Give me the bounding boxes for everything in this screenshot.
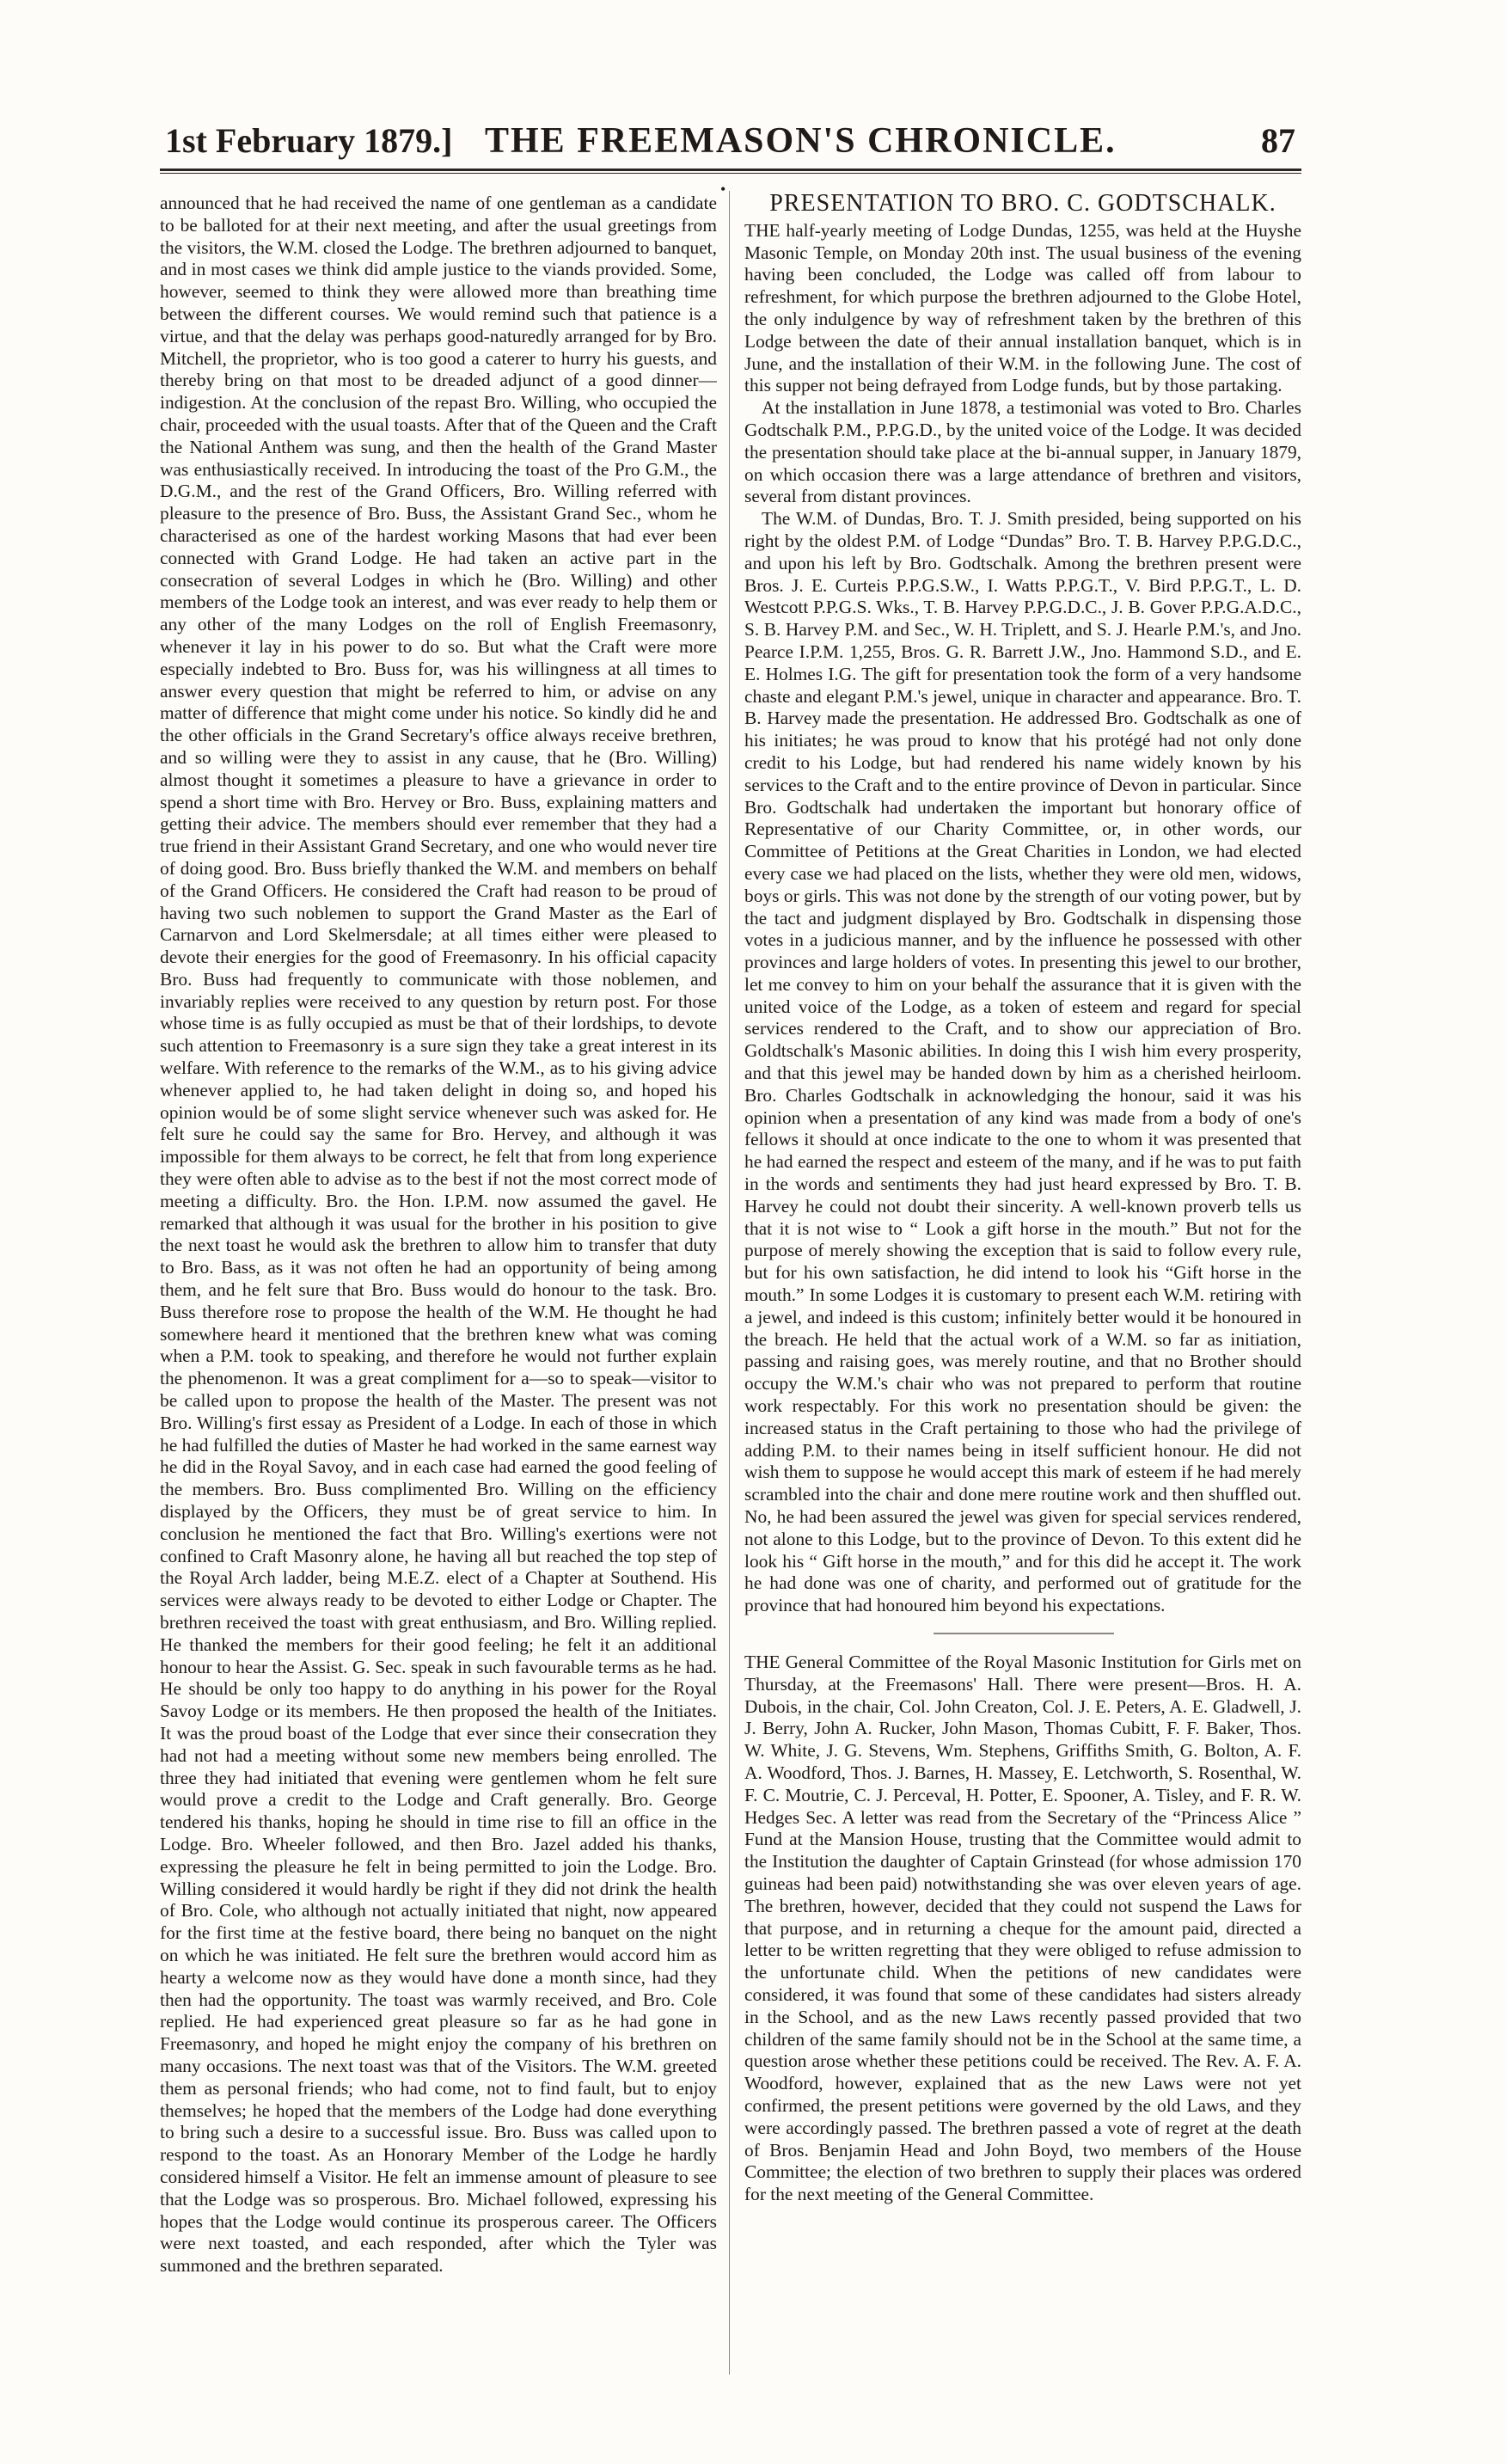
column-divider xyxy=(729,191,730,2375)
page-number: 87 xyxy=(1261,121,1295,160)
article-headline: PRESENTATION TO BRO. C. GODTSCHALK. xyxy=(769,193,1276,217)
issue-date: 1st February 1879.] xyxy=(165,121,453,160)
right-column xyxy=(744,193,1301,2394)
column-marker: • xyxy=(720,181,726,198)
header-rule xyxy=(160,169,1301,171)
article-paragraph: THE General Committee of the Royal Masonic Institution for Girls met on Thursday, at the Freemasons' Hall. There were present—Bros. H. A. Dubois, in the chair, Col. John Creaton, Col. J. E. Peters, A. E. Gladwell, J. J. Berry, John A. Rucker, John Mason, Thomas Cubitt, F. F. Baker, Thos. W. White, J. G. Stevens, Wm. Stephens, Griffiths Smith, G. Bolton, A. F. A. Woodford, Thos. J. Barnes, H. Massey, E. Letchworth, S. Rosenthal, W. F. C. Moutrie, C. J. Perceval, H. Potter, E. Spooner, A. Tisley, and F. R. W. Hedges Sec. A letter was read from the Secretary of the “Princess Alice ” Fund at the Mansion House, trusting that the Committee would admit to the Institution the daughter of Captain Grinstead (for whose admission 170 guineas had been paid) notwithstanding she was over eleven years of age. The brethren, however, decided that they could not suspend the Laws for that purpose, and in returning a cheque for the amount paid, directed a letter to be written regretting that they were obliged to refuse admission to the unfortunate child. When the petitions of new candidates were considered, it was found that some of these candidates had sisters already in the School, and as the new Laws recently passed provided that two children of the same family should not be in the School at the same time, a question arose whether these petitions could be received. The Rev. A. F. A. Woodford, however, explained that as the new Laws were not yet confirmed, the present petitions were governed by the old Laws, and they were accordingly passed. The brethren passed a vote of regret at the death of Bros. Benjamin Head and John Boyd, two members of the House Committee; the election of two brethren to supply their places was ordered for the next meeting of the General Committee. xyxy=(744,1652,1301,2205)
article-paragraph: announced that he had received the name of one gentleman as a candidate to be balloted for at their next meeting, and after the usual greetings from the visitors, the W.M. closed the Lodge. The brethren adjourned to banquet, and in most cases we think did ample justice to the viands provided. Some, however, seemed to think they were allowed more than breathing time between the different courses. We would remind such that patience is a virtue, and that the delay was perhaps good-naturedly arranged for by Bro. Mitchell, the proprietor, who is too good a caterer to hurry his guests, and thereby bring on that most to be dreaded adjunct of a good dinner—indigestion. At the conclusion of the repast Bro. Willing, who occupied the chair, proceeded with the usual toasts. After that of the Queen and the Craft the National Anthem was sung, and then the health of the Grand Master was enthusiastically received. In introducing the toast of the Pro G.M., the D.G.M., and the rest of the Grand Officers, Bro. Willing referred with pleasure to the presence of Bro. Buss, the Assistant Grand Sec., whom he characterised as one of the hardest working Masons that had ever been connected with Grand Lodge. He had taken an active part in the consecration of several Lodges in which he (Bro. Willing) and other members of the Lodge took an interest, and was ever ready to help them or any other of the many Lodges on the roll of English Freemasonry, whenever it lay in his power to do so. But what the Craft were more especially indebted to Bro. Buss for, was his willingness at all times to answer every question that might be referred to him, or advise on any matter of difference that might come under his notice. So kindly did he and the other officials in the Grand Secretary's office always receive brethren, and so willing were they to assist in any cause, that he (Bro. Willing) almost thought it sometimes a pleasure to have a grievance in order to spend a short time with Bro. Hervey or Bro. Buss, explaining matters and getting their advice. The members should ever remember that they had a true friend in their Assistant Grand Secretary, and one who would never tire of doing good. Bro. Buss briefly thanked the W.M. and members on behalf of the Grand Officers. He considered the Craft had reason to be proud of having two such noblemen to support the Grand Master as the Earl of Carnarvon and Lord Skelmersdale; at all times either were pleased to devote their energies for the good of Freemasonry. In his official capacity Bro. Buss had frequently to communicate with those noblemen, and invariably replies were received to any question by return post. For those whose time is as fully occupied as must be that of their lordships, to devote such attention to Freemasonry is a sure sign they take a great interest in its welfare. With reference to the remarks of the W.M., as to his giving advice whenever applied to, he had taken delight in doing so, and hoped his opinion would be of some slight service whenever such was asked for. He felt sure he could say the same for Bro. Hervey, and although it was impossible for them always to be correct, he felt that from long experience they were often able to advise as to the best if not the most correct mode of meeting a difficulty. Bro. the Hon. I.P.M. now assumed the gavel. He remarked that although it was usual for the brother in his position to give the next toast he would ask the brethren to allow him to transfer that duty to Bro. Bass, as it was not often he had an opportunity of being among them, and he felt sure that Bro. Buss would do honour to the task. Bro. Buss therefore rose to propose the health of the W.M. He thought he had somewhere heard it mentioned that the brethren knew what was coming when a P.M. took to speaking, and therefore he would not further explain the phenomenon. It was a great compliment for a—so to speak—visitor to be called upon to propose the health of the Master. The present was not Bro. Willing's first essay as President of a Lodge. In each of those in which he had fulfilled the duties of Master he had worked in the same earnest way he did in the Royal Savoy, and in each case had earned the good feeling of the members. Bro. Buss complimented Bro. Willing on the efficiency displayed by the Officers, they must be of great service to him. In conclusion he mentioned the fact that Bro. Willing's exertions were not confined to Craft Masonry alone, he having all but reached the top step of the Royal Arch ladder, being M.E.Z. elect of a Chapter at Southend. His services were always ready to be devoted to either Lodge or Chapter. The brethren received the toast with great enthusiasm, and Bro. Willing replied. He thanked the members for their good feeling; he felt it an additional honour to hear the Assist. G. Sec. speak in such favourable terms as he had. He should be only too happy to do anything in his power for the Royal Savoy Lodge or its members. He then proposed the health of the Initiates. It was the proud boast of the Lodge that ever since their consecration they had not had a meeting without some new members being enrolled. The three they had initiated that evening were gentlemen whom he felt sure would prove a credit to the Lodge and Craft generally. Bro. George tendered his thanks, hoping he should in time rise to fill an office in the Lodge. Bro. Wheeler followed, and then Bro. Jazel added his thanks, expressing the pleasure he felt in being permitted to join the Lodge. Bro. Willing considered it would hardly be right if they did not drink the health of Bro. Cole, who although not actually initiated that night, now appeared for the first time at the festive board, there being no banquet on the night on which he was initiated. He felt sure the brethren would accord him as hearty a welcome now as they would have done a month since, had they then had the opportunity. The toast was warmly received, and Bro. Cole replied. He had experienced great pleasure so far as he had gone in Freemasonry, and hoped he might enjoy the company of his brethren on many occasions. The next toast was that of the Visitors. The W.M. greeted them as personal friends; who had come, not to find fault, but to enjoy themselves; he hoped that the members of the Lodge had done everything to bring such a desire to a successful issue. Bro. Buss was called upon to respond to the toast. As an Honorary Member of the Lodge he hardly considered himself a Visitor. He felt an immense amount of pleasure to see that the Lodge was so prosperous. Bro. Michael followed, expressing his hopes that the Lodge would continue its prosperous career. The Officers were next toasted, and each responded, after which the Tyler was summoned and the brethren separated. xyxy=(160,193,717,2277)
left-column xyxy=(160,193,717,2368)
article-paragraph: At the installation in June 1878, a testimonial was voted to Bro. Charles Godtschalk P.M., P.P.G.D., by the united voice of the Lodge. It was decided the presentation should take place at the bi-annual supper, in January 1879, on which occasion there was a large attendance of brethren and visitors, several from distant provinces. xyxy=(744,397,1301,507)
article-paragraph: THE half-yearly meeting of Lodge Dundas, 1255, was held at the Huyshe Masonic Temple, on Monday 20th inst. The usual business of the evening having been concluded, the Lodge was called off from labour to refreshment, for which purpose the brethren adjourned to the Globe Hotel, the only indulgence by way of refreshment taken by the brethren of this Lodge between the date of their annual installation banquet, which is in June, and the installation of their W.M. in the following June. The cost of this supper not being defrayed from Lodge funds, but by those partaking. xyxy=(744,219,1301,396)
section-divider xyxy=(744,1617,1301,1652)
article-paragraph: The W.M. of Dundas, Bro. T. J. Smith presided, being supported on his right by the oldest P.M. of Lodge “Dundas” Bro. T. B. Harvey P.P.G.D.C., and upon his left by Bro. Godtschalk. Among the brethren present were Bros. J. E. Curteis P.P.G.S.W., I. Watts P.P.G.T., V. Bird P.P.G.T., L. D. Westcott P.P.G.S. Wks., T. B. Harvey P.P.G.D.C., J. B. Gover P.P.G.A.D.C., S. B. Harvey P.M. and Sec., W. H. Triplett, and S. J. Hearle P.M.'s, and Jno. Pearce I.P.M. 1,255, Bros. G. R. Barrett J.W., Jno. Hammond S.D., and E. E. Holmes I.G. The gift for presentation took the form of a very handsome chaste and elegant P.M.'s jewel, unique in character and appearance. Bro. T. B. Harvey made the presentation. He addressed Bro. Godtschalk as one of his initiates; he was proud to know that his protégé had not only done credit to his Lodge, but had rendered his name widely known by his services to the Craft and to the entire province of Devon in particular. Since Bro. Godtschalk had undertaken the important but honorary office of Representative of our Charity Committee, or, in other words, our Committee of Petitions at the Great Charities in London, we had elected every case we had placed on the lists, whether they were old men, widows, boys or girls. This was not done by the strength of our voting power, but by the tact and judgment displayed by Bro. Godtschalk in dispensing those votes in a judicious manner, and by the influence he possessed with other provinces and large holders of votes. In presenting this jewel to our brother, let me convey to him on your behalf the assurance that it is given with the united voice of the Lodge, as a token of esteem and regard for special services rendered to the Craft, and to show our appreciation of Bro. Goldtschalk's Masonic abilities. In doing this I wish him every prosperity, and that this jewel may be handed down by him as a cherished heirloom. Bro. Charles Godtschalk in acknowledging the honour, said it was his opinion when a presentation of any kind was made from a body of one's fellows it should at once indicate to the one to whom it was presented that he had earned the respect and esteem of the many, and if he was to put faith in the words and sentiments they had just heard expressed by Bro. T. B. Harvey he could not doubt their sincerity. A well-known proverb tells us that it is not wise to “ Look a gift horse in the mouth.” But not for the purpose of merely showing the exception that is said to follow every rule, but for his own satisfaction, he did intend to look his “Gift horse in the mouth.” In some Lodges it is customary to present each W.M. retiring with a jewel, and indeed is this custom; infinitely better would it be honoured in the breach. He held that the actual work of a W.M. so far as initiation, passing and raising goes, was merely routine, and that no Brother should occupy the W.M.'s chair who was not prepared to perform that routine work respectably. For this work no presentation should be given: the increased status in the Craft pertaining to those who had the privilege of adding P.M. to their names being in itself sufficient honour. He did not wish them to suppose he would accept this mark of esteem if he had merely scrambled into the chair and done mere routine work and then shuffled out. No, he had been assured the jewel was given for special services rendered, not alone to this Lodge, but to the province of Devon. To this extent did he look his “ Gift horse in the mouth,” and for this did he accept it. The work he had done was one of charity, and performed out of gratitude for the province that had honoured him beyond his expectations. xyxy=(744,508,1301,1616)
header-rule-thin xyxy=(160,173,1301,174)
publication-title: THE FREEMASON'S CHRONICLE. xyxy=(485,121,1117,161)
page-header xyxy=(165,120,1295,172)
